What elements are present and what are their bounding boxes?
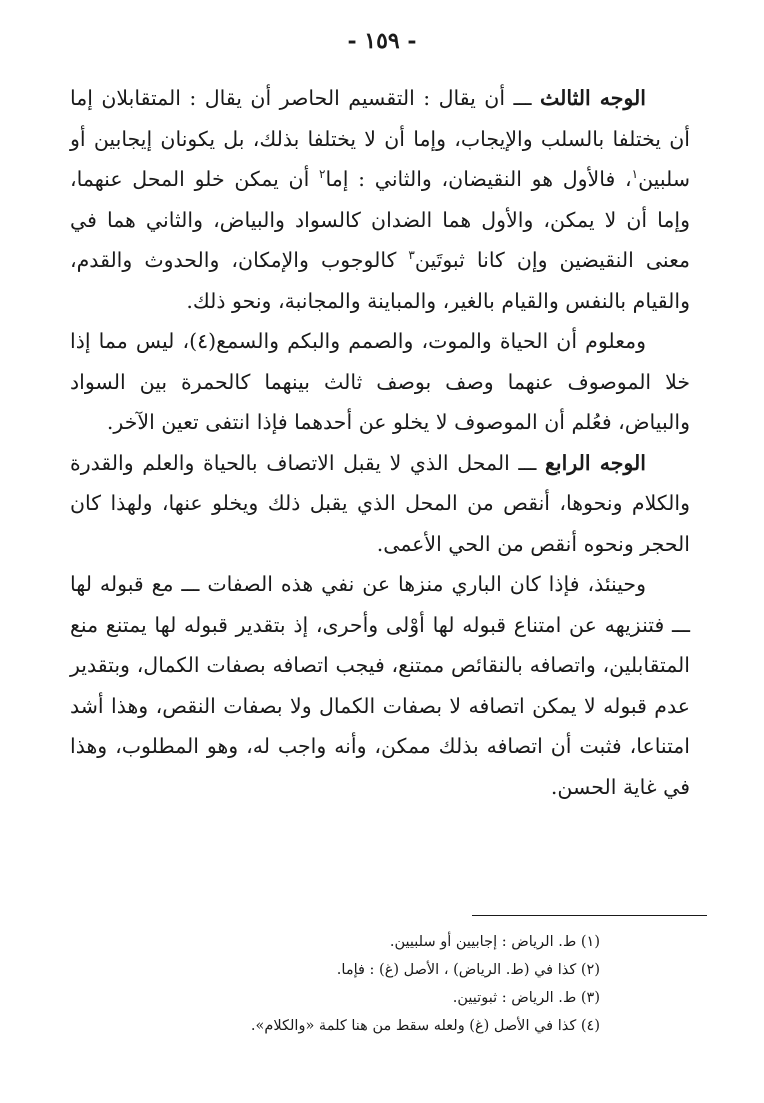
footnote-ref: ٢ [319,167,326,182]
footnote-4: (٤) كذا في الأصل (غ) ولعله سقط من هنا كلمة «والكلام». [250,1018,600,1034]
paragraph-text: ـــ المحل الذي لا يقبل الاتصاف بالحياة والعلم والقدرة والكلام ونحوها، أنقص من المحل الذي يقبل ذلك ويخلو عنها، ولهذا كان الحجر ونحوه أنقص من الحي الأعمى. [70,450,690,556]
footnotes [180,928,600,1040]
footnote-ref: ٣ [408,248,415,263]
page-number: - ١٥٩ - [347,28,417,54]
paragraph-text: أن يمكن خلو المحل عنهما، وإما أن لا يمكن، والأول هما الضدان كالسواد والبياض، والثاني هما في معنى النقيضين وإن كانا ثبوتَين [70,167,690,272]
paragraph-lead-third: الوجه الثالث [539,86,646,110]
paragraph-text: ، فالأول هو النقيضان، والثاني : إما [325,167,632,191]
paragraph-text: ـــ أن يقال : التقسيم الحاصر أن يقال : المتقابلان إما أن يختلفا بالسلب والإيجاب، وإما أن لا يختلفا بذلك، بل يكونان إيجابين أو سلبين [70,86,691,191]
paragraph-known: ومعلوم أن الحياة والموت، والصمم والبكم والسمع(٤)، ليس مما إذا خلا الموصوف عنهما وصف بوصف ثالث بينهما كالحمرة بين السواد والبياض، فعُلم أن الموصوف لا يخلو عن أحدهما فإذا انتفى تعين الآخر. [70,329,690,434]
paragraph-fourth-aspect [70,443,690,565]
footnote-1: (١) ط. الرياض : إجابيين أو سلبيين. [389,934,600,950]
paragraph-lead-fourth: الوجه الرابع [545,450,647,475]
footnote-2: (٢) كذا في (ط. الرياض) ، الأصل (غ) : فإما. [336,962,600,978]
footnote-ref: ١ [631,167,639,182]
paragraph-third-aspect [70,78,690,321]
footnote-3: (٣) ط. الرياض : ثبوتيين. [452,990,600,1006]
paragraph-text: كالوجوب والإمكان، والحدوث والقدم، والقيام بالنفس والقيام بالغير، والمباينة والمجانبة، ونحو ذلك. [70,248,690,313]
footnote-divider [472,915,707,916]
paragraph-conclusion: وحينئذ، فإذا كان الباري منزها عن نفي هذه الصفات ـــ مع قبوله لها ـــ فتنزيهه عن امتناع قبوله لها أوْلى وأحرى، إذ بتقدير قبوله لها يمتنع منع المتقابلين، واتصافه بالنقائص ممتنع، فيجب اتصافه بصفات الكمال، وبتقدير عدم قبوله لا يمكن اتصافه لا بصفات الكمال ولا بصفات النقص، وهذا أشد امتناعا، فثبت أن اتصافه بذلك ممكن، وأنه واجب له، وهو المطلوب، وهذا في غاية الحسن. [70,572,690,799]
main-text [70,78,690,807]
